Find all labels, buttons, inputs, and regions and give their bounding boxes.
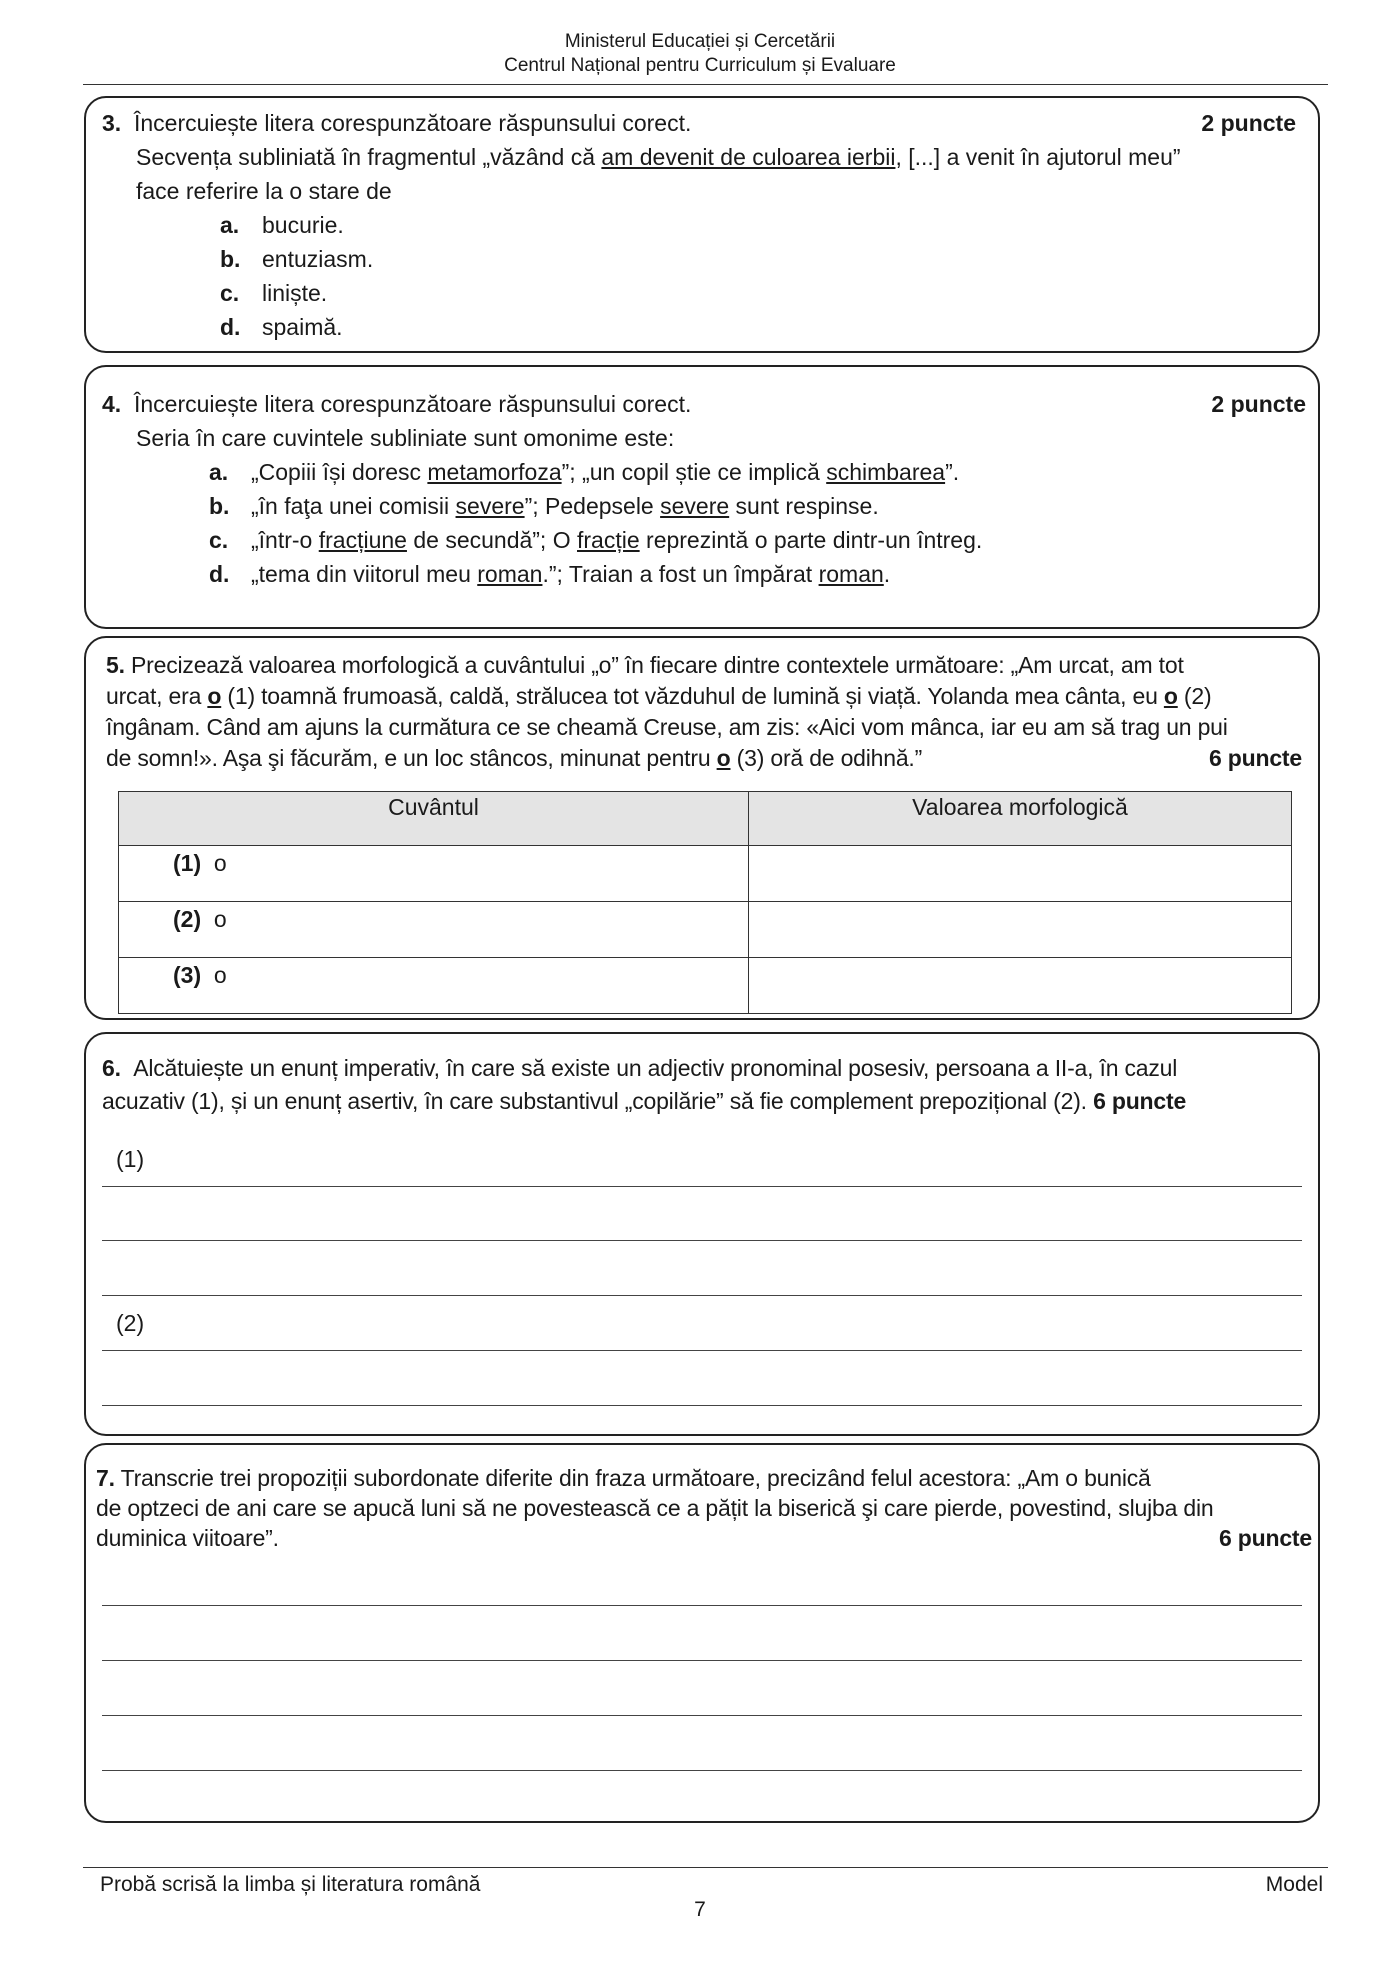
question-4-points: 2 puncte [1211, 391, 1306, 417]
answer-line[interactable] [102, 1605, 1302, 1606]
question-5-line3: îngânam. Când am ajuns la curmătura ce se cheamă Creuse, am zis: «Aici vom mânca, iar eu am să trag un pui [106, 714, 1228, 740]
question-3-instruction: Încercuiește litera corespunzătoare răspunsului corect. [133, 110, 692, 136]
header-center: Centrul Național pentru Curriculum și Evaluare [504, 55, 896, 76]
question-4-instruction: Încercuiește litera corespunzătoare răspunsului corect. [133, 391, 692, 417]
header-divider [83, 84, 1328, 85]
question-4-box [84, 365, 1320, 629]
answer-line[interactable] [102, 1350, 1302, 1351]
table-row: (1) o [119, 846, 1292, 902]
table-row: (3) o [119, 958, 1292, 1014]
question-6-box [84, 1032, 1320, 1436]
answer-line[interactable] [102, 1715, 1302, 1716]
table-row: (2) o [119, 902, 1292, 958]
question-3-stem-line2: face referire la o stare de [136, 178, 392, 204]
answer-line[interactable] [102, 1295, 1302, 1296]
question-5-line1: 5. Precizează valoarea morfologică a cuvântului „o” în fiecare dintre contextele următoare: „Am urcat, am tot [106, 652, 1184, 678]
answer-line[interactable] [102, 1186, 1302, 1187]
question-5-line4: de somn!». Aşa şi făcurăm, e un loc stâncos, minunat pentru o (3) oră de odihnă.” 6 puncte [106, 743, 1302, 774]
question-3-stem: Secvența subliniată în fragmentul „văzând că am devenit de culoarea ierbii, [...] a venit în ajutorul meu” [136, 144, 1181, 170]
option-3d[interactable]: d. spaimă. [220, 314, 343, 340]
question-6-points: 6 puncte [1093, 1088, 1187, 1114]
page-number: 7 [694, 1898, 706, 1921]
underlined-sequence: am devenit de culoarea ierbii [601, 144, 896, 170]
question-3-number: 3. [102, 110, 122, 136]
answer-cell-2[interactable] [749, 902, 1292, 958]
answer-line[interactable] [102, 1770, 1302, 1771]
option-3c[interactable]: c. liniște. [220, 280, 328, 306]
question-5-points: 6 puncte [1209, 745, 1302, 771]
footer-exam-title: Probă scrisă la limba și literatura română [100, 1873, 481, 1896]
option-4b[interactable]: b. „în faţa unei comisii severe”; Pedepsele severe sunt respinse. [209, 493, 879, 519]
question-7-line1: 7. Transcrie trei propoziții subordonate diferite din fraza următoare, precizând felul acestora: „Am o bunică [96, 1465, 1151, 1491]
answer-line[interactable] [102, 1405, 1302, 1406]
option-4a[interactable]: a. „Copiii își doresc metamorfoza”; „un copil știe ce implică schimbarea”. [209, 459, 960, 485]
header-ministry: Ministerul Educației și Cercetării [564, 31, 836, 52]
question-4-number: 4. [102, 391, 122, 417]
question-3-points: 2 puncte [1201, 110, 1296, 136]
option-3a[interactable]: a. bucurie. [220, 212, 344, 238]
morphology-table [118, 791, 1292, 1014]
answer-cell-3[interactable] [749, 958, 1292, 1014]
question-4-stem: Seria în care cuvintele subliniate sunt omonime este: [136, 425, 675, 451]
page-header [0, 30, 1400, 78]
option-4d[interactable]: d. „tema din viitorul meu roman.”; Traian a fost un împărat roman. [209, 561, 891, 587]
footer-divider [83, 1867, 1328, 1868]
table-header-word: Cuvântul [119, 792, 749, 846]
answer-label-2: (2) [116, 1310, 145, 1336]
question-7-line2: de optzeci de ani care se apucă luni să ne povestească ce a pățit la biserică şi care pierde, povestind, slujba din [96, 1495, 1214, 1521]
question-5-box [84, 636, 1320, 1020]
table-header-row [119, 792, 1292, 846]
question-6-line2: acuzativ (1), și un enunț asertiv, în care substantivul „copilărie” să fie complement prepozițional (2). 6 puncte [102, 1088, 1187, 1114]
answer-line[interactable] [102, 1660, 1302, 1661]
answer-line[interactable] [102, 1240, 1302, 1241]
table-header-value: Valoarea morfologică [749, 792, 1292, 846]
question-3-box [84, 96, 1320, 353]
question-7-points: 6 puncte [1219, 1525, 1312, 1551]
question-7-box [84, 1443, 1320, 1823]
question-5-line2: urcat, era o (1) toamnă frumoasă, caldă, strălucea tot văzduhul de lumină și viață. Yolanda mea cânta, eu o (2) [106, 683, 1212, 709]
question-6-line1: 6. Alcătuiește un enunț imperativ, în care să existe un adjectiv pronominal posesiv, persoana a II-a, în cazul [102, 1055, 1178, 1081]
answer-label-1: (1) [116, 1146, 145, 1172]
question-7-line3: duminica viitoare”. 6 puncte [96, 1525, 1312, 1551]
answer-cell-1[interactable] [749, 846, 1292, 902]
option-3b[interactable]: b. entuziasm. [220, 246, 374, 272]
option-4c[interactable]: c. „într-o fracțiune de secundă”; O fracție reprezintă o parte dintr-un întreg. [209, 527, 983, 553]
footer-model-label: Model [1265, 1873, 1323, 1896]
